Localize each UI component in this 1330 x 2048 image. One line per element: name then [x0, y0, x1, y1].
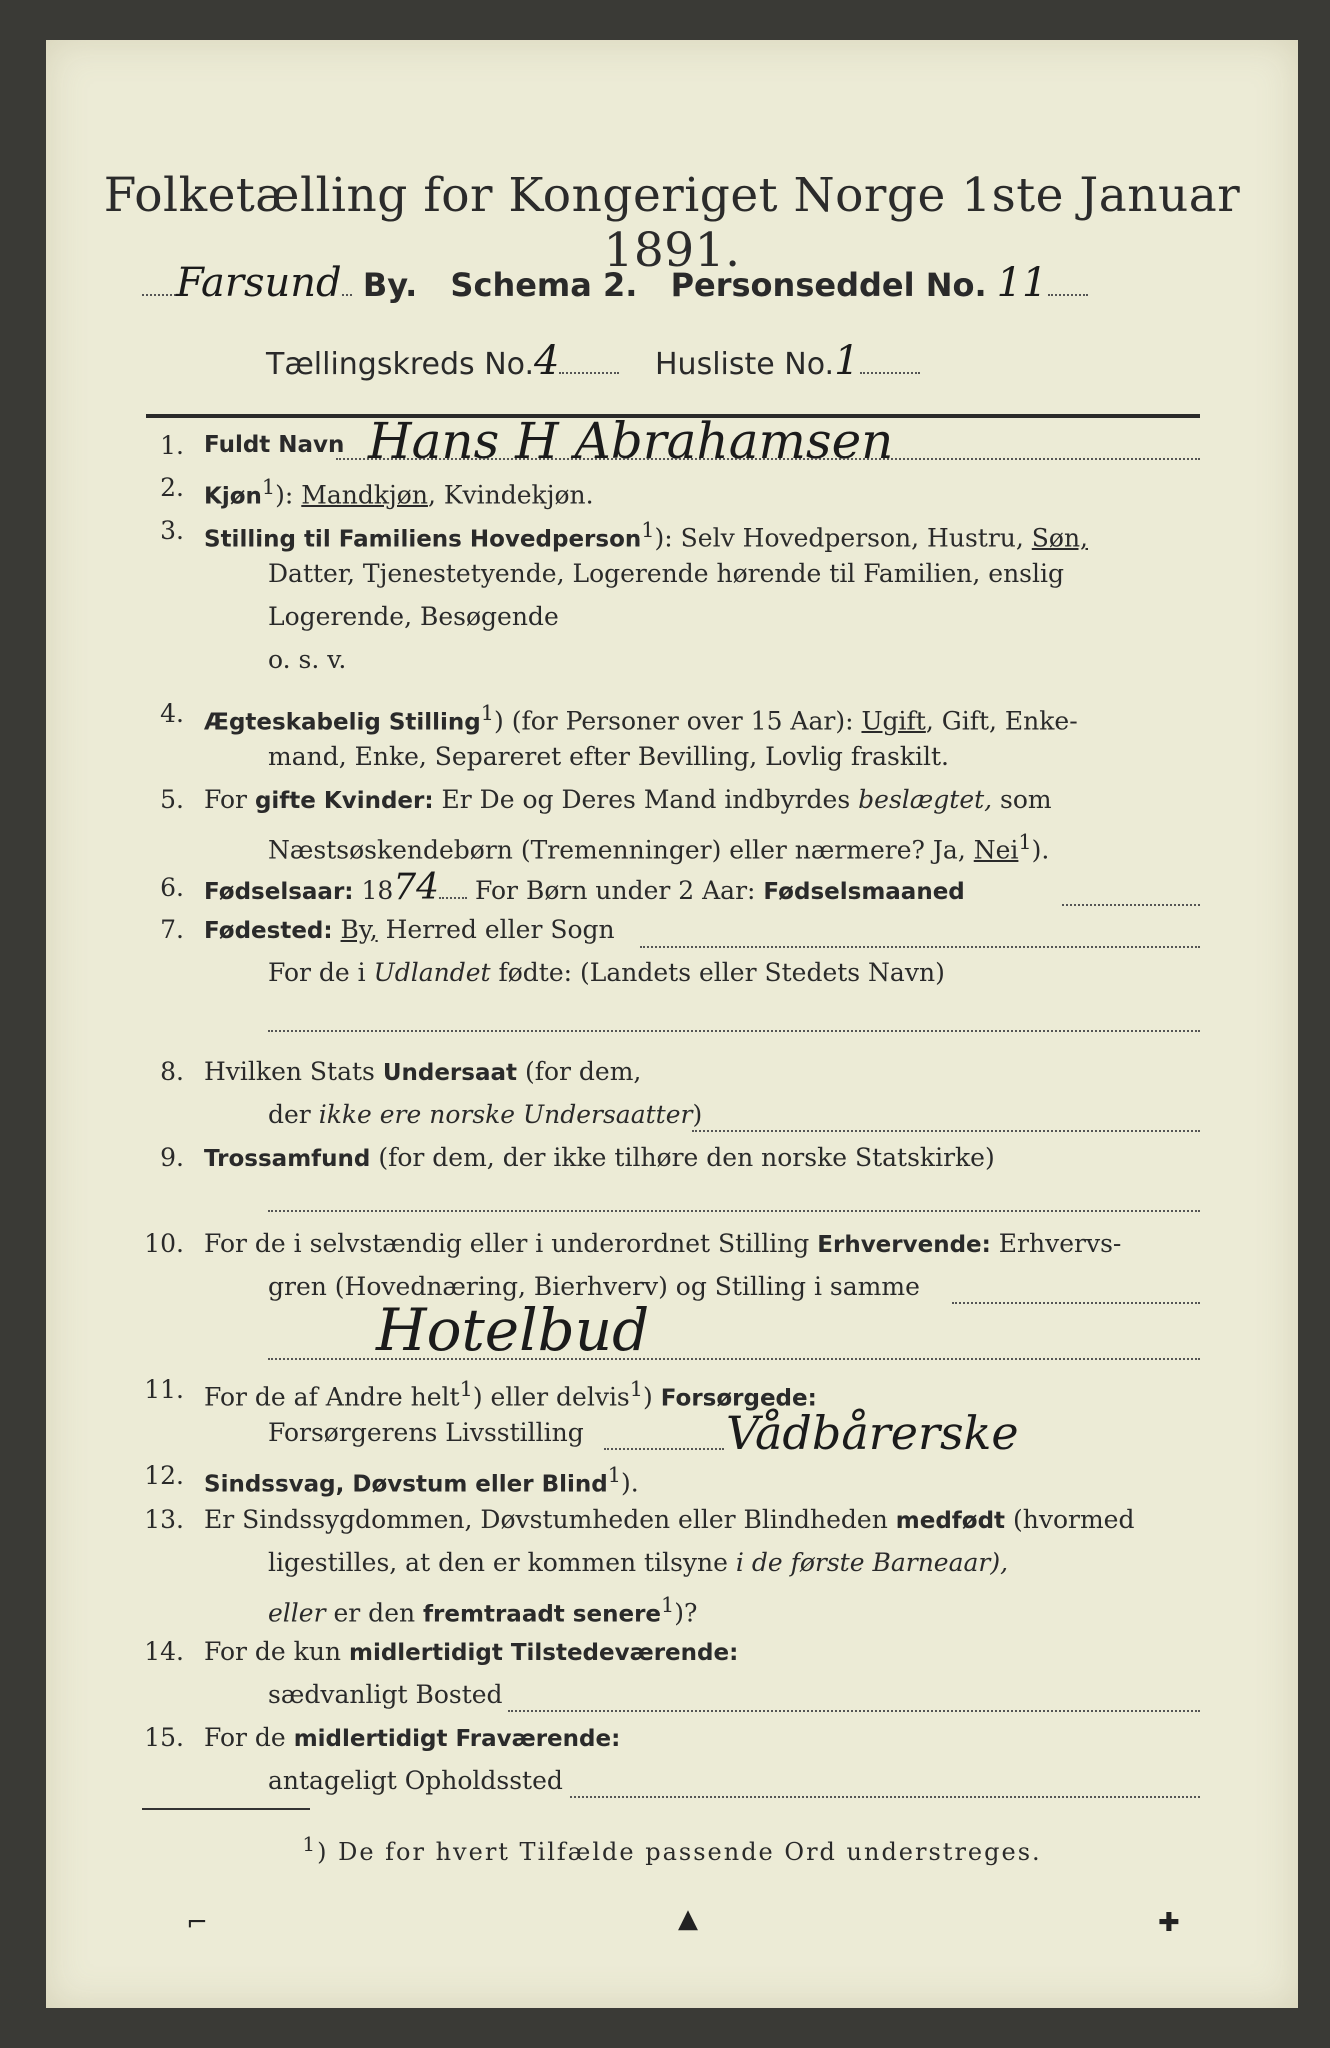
by-label: By.	[362, 266, 418, 304]
birthplace-label: Fødested:	[204, 918, 333, 944]
form-title: Folketælling for Kongeriget Norge 1ste Januar 1891.	[103, 168, 1241, 278]
religion-label: Trossamfund	[204, 1146, 371, 1172]
footnote-rule	[142, 1808, 310, 1810]
town-value: Farsund	[176, 260, 342, 306]
full-name-label: Fuldt Navn	[204, 432, 345, 458]
temp-present-label: midlertidigt Tilstedeværende:	[348, 1640, 739, 1666]
registration-mark-left: ⌐	[186, 1908, 208, 1938]
kreds-label: Tællingskreds No.	[266, 347, 534, 382]
congenital-label: medfødt	[895, 1508, 1006, 1534]
sex-selected: Mandkjøn	[301, 480, 428, 510]
occupation-value: Hotelbud	[376, 1296, 650, 1364]
provider-occupation-value: Vådbårerske	[726, 1406, 1019, 1460]
married-women-label: gifte Kvinder:	[254, 788, 434, 814]
footnote: $^1$) De for hvert Tilfælde passende Ord understreges.	[302, 1832, 1042, 1866]
birthplace-selected: By,	[340, 915, 378, 944]
disability-label: Sindssvag, Døvstum eller Blind	[204, 1471, 608, 1498]
subject-label: Undersaat	[382, 1060, 517, 1086]
marital-status-selected: Ugift	[861, 706, 926, 736]
personseddel-label: Personseddel No.	[670, 266, 987, 304]
birth-year-label: Fødselsaar:	[204, 879, 354, 905]
registration-mark-center: ▲	[678, 1904, 698, 1934]
census-form: Folketælling for Kongeriget Norge 1ste Januar 1891. Farsund By. Schema 2. Personseddel No. 11 Tællingskreds No.4 Husliste No.1 1. Fuldt Navn Hans H Abrahamsen 2. Kjøn$^1$): Mandkjøn, Kvindekjøn. 3. Stilling til Familiens Hovedperson$^1$): Selv Hovedperson, Hustru, Søn, Datter, Tjenestetyende, Logerende hørende til Familien, enslig Logerende, Besøgende o. s. v. 4. Ægteskabelig Stilling$^1$) (for Personer over 15 Aar): Ugift, Gift, Enke- mand, Enke, Separeret efter Bevilling, Lovlig fraskilt. 5. For gifte Kvinder: Er De og Deres Mand indbyrdes beslægtet, som Næstsøskendebørn (Tremenninger) eller nærmere? Ja, Nei$^1$). 6. Fødselsaar: 1874 For Børn under 2 Aar: Fødselsmaaned 7. Fødested: By, Herred eller Sogn For de i Udlandet fødte: (Landets eller Stedets Navn) 8. Hvilken Stats Undersaat (for dem, der ikke ere norske Undersaatter) 9. Trossamfund (for dem, der ikke tilhøre den norske Statskirke) 10. For de i selvstændig eller i underordnet Stilling Erhvervende: Erhvervs- gren (Hovednæring, Bierhverv) og Stilling i samme Hotelbud 11. For de af Andre helt$^1$) eller delvis$^1$) Forsørgede: Forsørgerens Livsstilling Vådbårerske 12. Sindssvag, Døvstum eller Blind$^1$). 13. Er Sindssygdommen, Døvstumheden eller Blindheden medfødt (hvormed ligestilles, at den er kommen tilsyne i de første Barneaar), eller er den fremtraadt senere$^1$)? 14. For de kun midlertidigt Tilstedeværende: sædvanligt Bosted 15. For de midlertidigt Fraværende: antageligt Opholdssted $^1$) De for hvert Tilfælde passende Ord understreges. ⌐ ▲ ✚	[46, 40, 1298, 2008]
birth-month-label: Fødselsmaaned	[763, 879, 965, 905]
schema-label: Schema 2.	[450, 266, 638, 304]
husliste-label: Husliste No.	[655, 347, 835, 382]
full-name-value: Hans H Abrahamsen	[368, 412, 894, 470]
registration-mark-right: ✚	[1158, 1908, 1180, 1938]
husliste-value: 1	[834, 338, 860, 384]
personseddel-value: 11	[996, 260, 1048, 306]
kreds-value: 4	[534, 338, 560, 384]
later-label: fremtraadt senere	[423, 1601, 662, 1628]
family-position-selected: Søn,	[1031, 523, 1088, 553]
occupation-label: Erhvervende:	[817, 1232, 991, 1258]
town-schema-line	[142, 260, 1202, 320]
provided-label: Forsørgede:	[660, 1385, 817, 1412]
marital-status-label: Ægteskabelig Stilling	[204, 709, 481, 736]
family-position-label: Stilling til Familiens Hovedperson	[204, 526, 642, 553]
birth-year-value: 74	[393, 867, 440, 908]
temp-absent-label: midlertidigt Fraværende:	[293, 1726, 621, 1752]
kreds-line	[266, 338, 1126, 388]
related-selected: Nei	[973, 835, 1019, 865]
sex-label: Kjøn	[204, 483, 262, 510]
